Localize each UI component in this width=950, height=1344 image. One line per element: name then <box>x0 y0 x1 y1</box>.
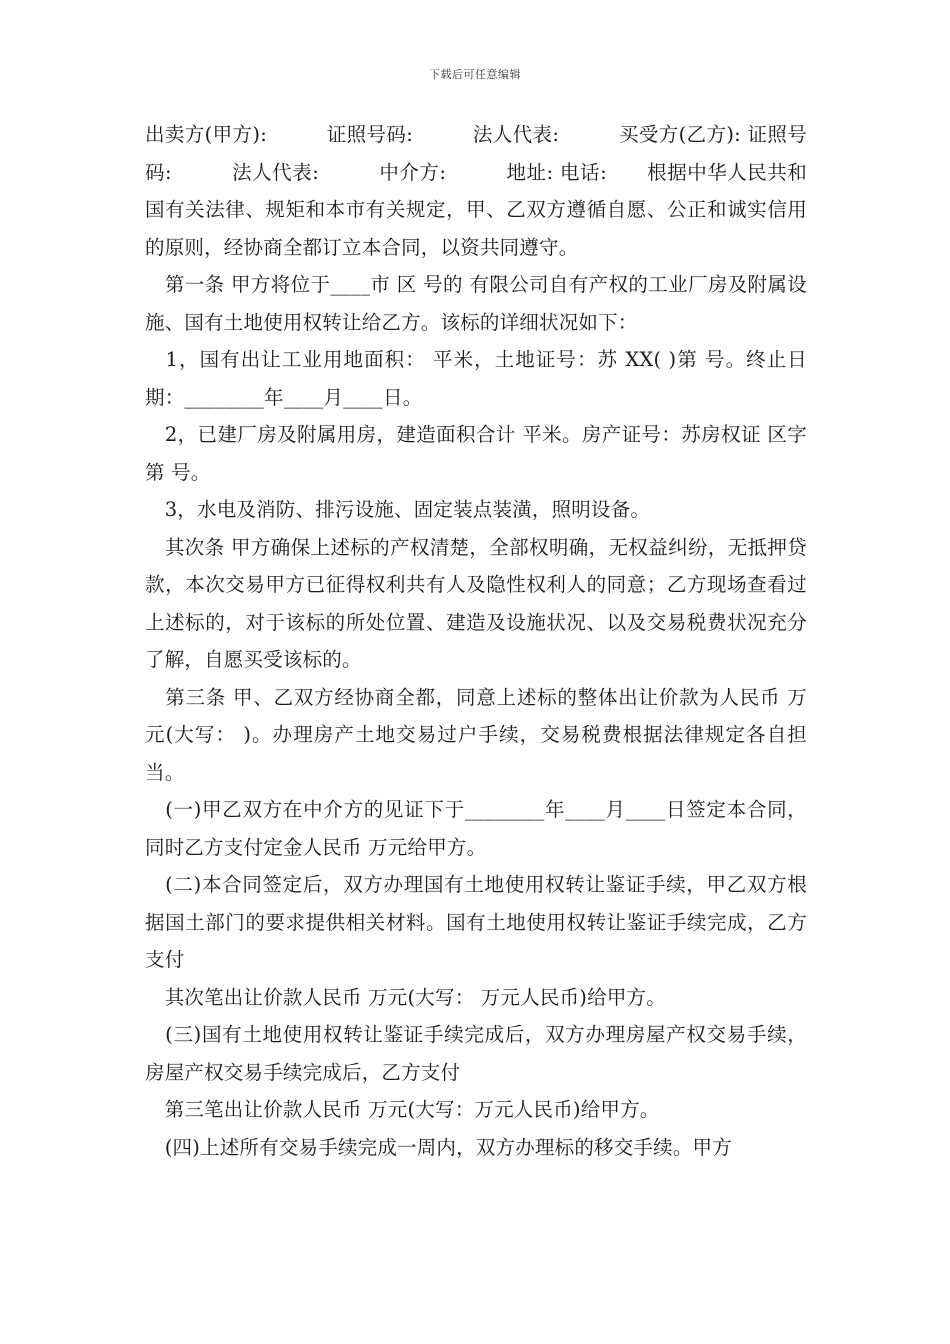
article-1-item-3: 3，水电及消防、排污设施、固定装点装潢，照明设备。 <box>145 498 651 521</box>
article-3-clause-2: (二)本合同签定后，双方办理国有土地使用权转让鉴证手续，甲乙双方根据国土部门的要求提供相关材料。国有土地使用权转让鉴证手续完成，乙方支付 <box>145 873 807 971</box>
article-3-clause-1: (一)甲乙双方在中介方的见证下于________年____月____日签定本合同，同时乙方支付定金人民币 万元给甲方。 <box>145 798 807 859</box>
page-header-note: 下载后可任意编辑 <box>429 68 521 81</box>
article-1-item-2: 2，已建厂房及附属用房，建造面积合计 平米。房产证号：苏房权证 区字第 号。 <box>145 423 807 484</box>
article-3-clause-4: (四)上述所有交易手续完成一周内，双方办理标的移交手续。甲方 <box>145 1135 732 1159</box>
article-2-paragraph: 其次条 甲方确保上述标的产权清楚，全部权明确，无权益纠纷，无抵押贷款，本次交易甲方已征得权利共有人及隐性权利人的同意；乙方现场查看过上述标的，对于该标的所处位置、建造及设施状况、以及交易税费状况充分了解，自愿买受该标的。 <box>145 535 807 671</box>
article-1-paragraph: 第一条 甲方将位于____市 区 号的 有限公司自有产权的工业厂房及附属设施、国有土地使用权转让给乙方。该标的详细状况如下： <box>145 273 807 334</box>
contract-parties-paragraph: 出卖方(甲方): 证照号码: 法人代表: 买受方(乙方): 证照号码: 法人代表: 中介方: 地址: 电话: 根据中华人民共和国有关法律、规矩和本市有关规定，甲、乙双方遵循自愿、公正和诚实信用的原则，经协商全都订立本合同，以资共同遵守。 <box>145 123 807 259</box>
contract-body <box>145 116 807 1166</box>
article-1-item-1: 1，国有出让工业用地面积： 平米，土地证号：苏 XX( )第 号。终止日期：________年____月____日。 <box>145 348 807 409</box>
article-3-third-payment: 第三笔出让价款人民币 万元(大写：万元人民币)给甲方。 <box>145 1098 660 1121</box>
article-3-clause-3: (三)国有土地使用权转让鉴证手续完成后，双方办理房屋产权交易手续， 房屋产权交易手续完成后，乙方支付 <box>145 1023 807 1084</box>
article-3-paragraph: 第三条 甲、乙双方经协商全都，同意上述标的整体出让价款为人民币 万元(大写： )。办理房产土地交易过户手续，交易税费根据法律规定各自担当。 <box>145 685 807 784</box>
article-3-second-payment: 其次笔出让价款人民币 万元(大写： 万元人民币)给甲方。 <box>145 985 666 1009</box>
